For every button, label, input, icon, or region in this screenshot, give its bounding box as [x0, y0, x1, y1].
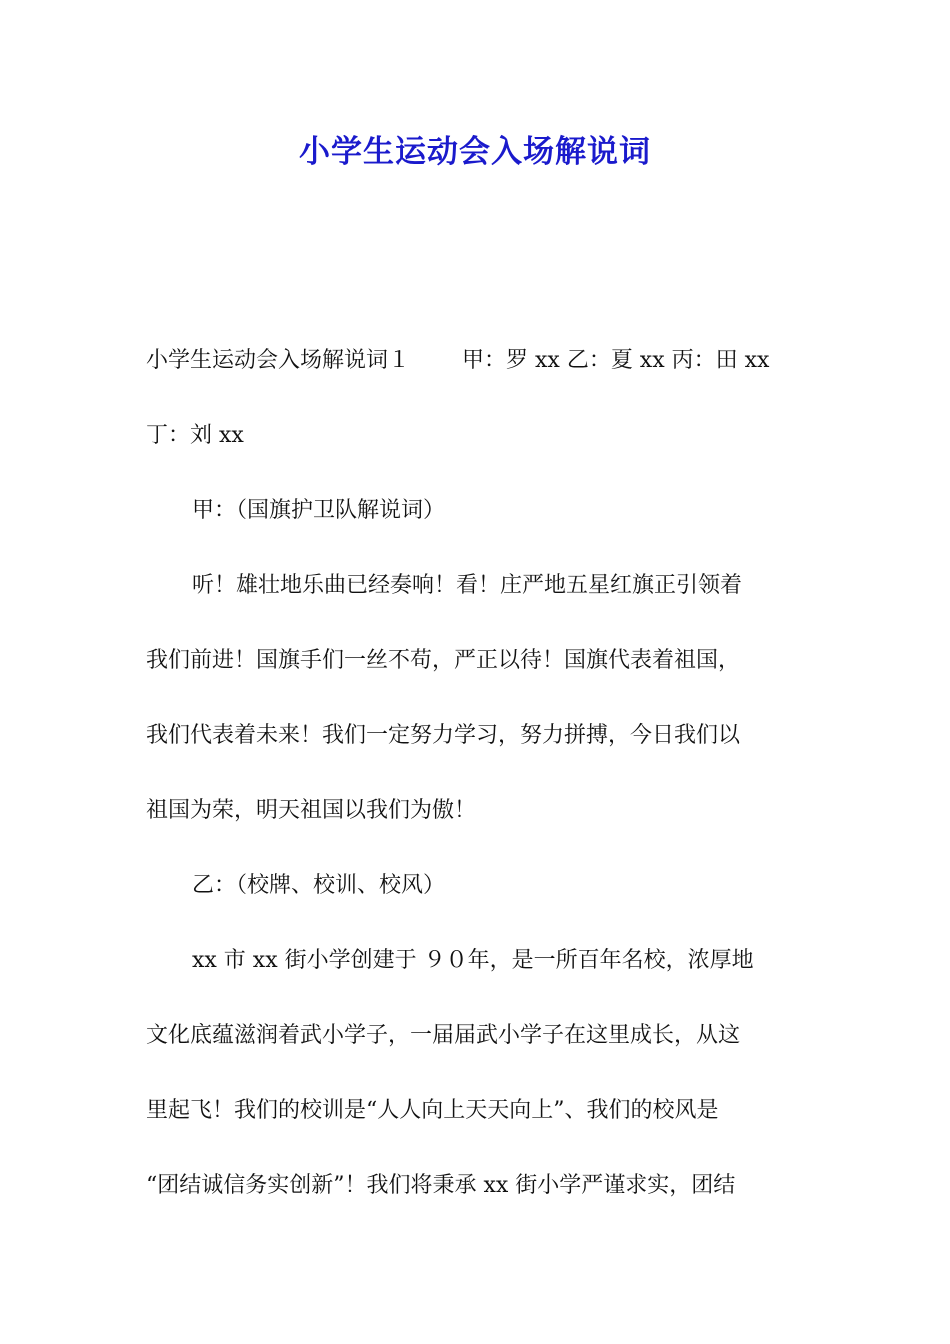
speaker-list: 甲：罗 xx 乙：夏 xx 丙：田 xx — [462, 348, 770, 373]
paragraph-line: 我们前进！国旗手们一丝不苟，严正以待！国旗代表着祖国， — [146, 648, 741, 673]
paragraph-line: 乙：（校牌、校训、校风） — [192, 873, 446, 898]
paragraph-line: “团结诚信务实创新”！我们将秉承 xx 街小学严谨求实，团结 — [146, 1173, 736, 1198]
document-title: 小学生运动会入场解说词 — [299, 134, 651, 170]
paragraph-line-heading — [146, 323, 808, 398]
paragraph-line: 里起飞！我们的校训是“人人向上天天向上”、我们的校风是 — [146, 1098, 719, 1123]
paragraph-line: xx 市 xx 街小学创建于 ９０年，是一所百年名校，浓厚地 — [192, 948, 754, 973]
paragraph-line: 甲：（国旗护卫队解说词） — [192, 498, 446, 523]
paragraph-line: 我们代表着未来！我们一定努力学习，努力拼搏，今日我们以 — [146, 723, 741, 748]
paragraph-line: 祖国为荣，明天祖国以我们为傲！ — [146, 798, 477, 823]
paragraph-line: 文化底蕴滋润着武小学子，一届届武小学子在这里成长，从这 — [146, 1023, 741, 1048]
document-body — [146, 323, 808, 1223]
paragraph-line: 丁：刘 xx — [146, 423, 244, 448]
section-heading: 小学生运动会入场解说词１ — [146, 348, 411, 373]
paragraph-line: 听！雄壮地乐曲已经奏响！看！庄严地五星红旗正引领着 — [192, 573, 743, 598]
